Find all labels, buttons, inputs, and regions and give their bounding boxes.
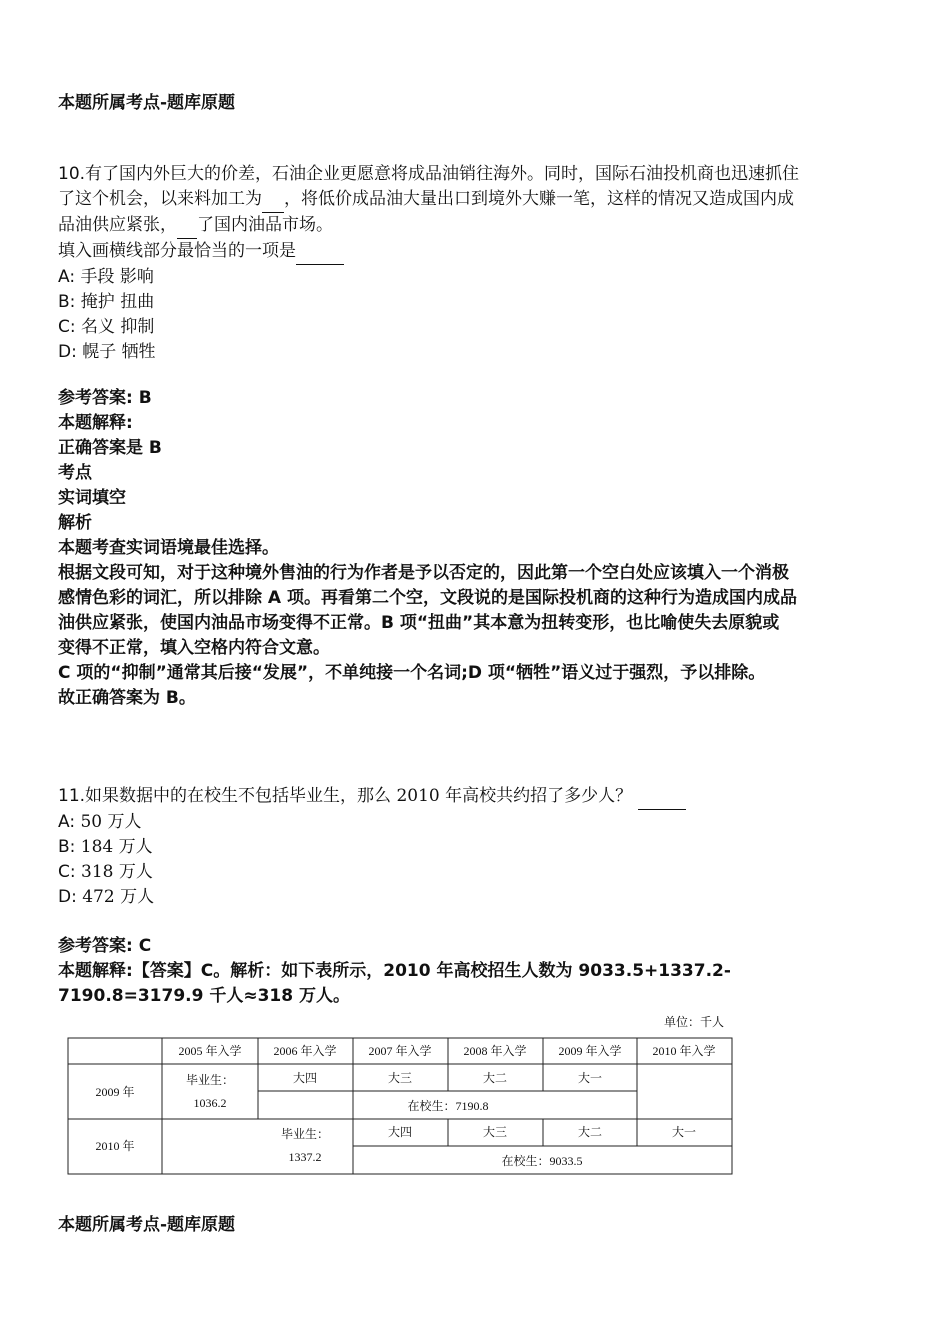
students-value: 在校生：7190.8: [407, 1099, 489, 1113]
option-letter: A:: [58, 267, 76, 287]
year-cell: 大二: [577, 1125, 603, 1139]
option-letter: B:: [58, 292, 76, 312]
graduates-value: 1036.2: [193, 1096, 227, 1110]
option-d: [58, 340, 898, 365]
explanation-line: 变得不正常，填入空格内符合文意。: [58, 638, 330, 658]
year-cell: 大一: [577, 1071, 603, 1085]
question-prompt: 填入画横线部分最恰当的一项是: [58, 241, 296, 261]
topic-label: 本题所属考点-题库原题: [58, 93, 236, 113]
question-11: [58, 784, 898, 910]
year-cell: 大三: [387, 1071, 413, 1085]
header-cell: 2009 年入学: [558, 1044, 622, 1058]
graduates-label: 毕业生：: [280, 1127, 330, 1141]
option-letter: A:: [58, 812, 76, 832]
answer-10: [58, 386, 898, 711]
option-text: 184 万人: [80, 837, 153, 857]
year-cell: 大一: [671, 1125, 697, 1139]
option-letter: D:: [58, 342, 77, 362]
row-label-2009: 2009 年: [95, 1085, 135, 1099]
explanation-line: 根据文段可知，对于这种境外售油的行为作者是予以否定的，因此第一个空白处应该填入一个消极: [58, 563, 789, 583]
explanation-line: 本题考查实词语境最佳选择。: [58, 538, 279, 558]
header-cell: 2006 年入学: [273, 1044, 337, 1058]
jiexi-label: 解析: [58, 513, 92, 533]
explanation-line: 故正确答案为 B。: [58, 688, 196, 708]
answer-11: [58, 934, 898, 1009]
explanation-line: 本题解释:【答案】C。解析：如下表所示，2010 年高校招生人数为 9033.5+1337.2-: [58, 961, 731, 981]
fill-blank: [262, 187, 284, 213]
question-number: 11.: [58, 786, 86, 806]
option-letter: B:: [58, 837, 76, 857]
explanation-line: 7190.8=3179.9 千人≈318 万人。: [58, 986, 351, 1006]
fill-blank: [177, 213, 197, 239]
kaodian-label: 考点: [58, 463, 92, 483]
answer-value: C: [138, 936, 152, 956]
option-b: [58, 290, 898, 315]
explanation-line: 油供应紧张，使国内油品市场变得不正常。B 项“扭曲”其本意为扭转变形，也比喻使失去原貌或: [58, 613, 780, 633]
option-text: 50 万人: [80, 812, 142, 832]
students-value: 在校生：9033.5: [501, 1154, 583, 1168]
option-text: 318 万人: [81, 862, 153, 882]
header-cell: 2008 年入学: [463, 1044, 527, 1058]
option-a: [58, 265, 898, 290]
option-a: [58, 810, 898, 835]
stem-line: 了这个机会，以来料加工为: [58, 189, 262, 209]
stem-line: 有了国内外巨大的价差，石油企业更愿意将成品油销往海外。同时，国际石油投机商也迅速抓住: [85, 164, 800, 184]
option-text: 手段 影响: [80, 267, 154, 287]
year-cell: 大二: [482, 1071, 508, 1085]
stem-line: ，将低价成品油大量出口到境外大赚一笔，这样的情况又造成国内成: [284, 189, 794, 209]
unit-label: 单位：千人: [663, 1015, 724, 1029]
option-text: 幌子 牺牲: [82, 342, 156, 362]
answer-value: B: [138, 388, 152, 408]
graduates-label: 毕业生：: [185, 1073, 235, 1087]
option-text: 名义 抑制: [81, 317, 155, 337]
header-cell: 2005 年入学: [178, 1044, 242, 1058]
year-cell: 大四: [387, 1125, 413, 1139]
stem-line: 品油供应紧张，: [58, 215, 177, 235]
option-letter: D:: [58, 887, 77, 907]
answer-label: 参考答案:: [58, 388, 133, 408]
header-cell: 2010 年入学: [652, 1044, 716, 1058]
stem-line: 如果数据中的在校生不包括毕业生，那么 2010 年高校共约招了多少人？: [85, 786, 633, 806]
correct-label: 正确答案是: [58, 438, 143, 458]
option-d: [58, 885, 898, 910]
explanation-line: C 项的“抑制”通常其后接“发展”，不单纯接一个名词;D 项“牺牲”语义过于强烈，予以排除。: [58, 663, 766, 683]
option-c: [58, 315, 898, 340]
option-text: 掩护 扭曲: [80, 292, 155, 312]
year-cell: 大四: [292, 1071, 318, 1085]
explanation-line: 感情色彩的词汇，所以排除 A 项。再看第二个空，文段说的是国际投机商的这种行为造成国内成品: [58, 588, 797, 608]
question-number: 10.: [58, 164, 86, 184]
enrollment-table: [66, 1012, 736, 1178]
correct-value: B: [148, 438, 162, 458]
option-letter: C:: [58, 862, 76, 882]
question-10: [58, 162, 898, 365]
option-b: [58, 835, 898, 860]
topic-label: 本题所属考点-题库原题: [58, 1215, 236, 1235]
answer-blank: [296, 239, 344, 265]
answer-label: 参考答案:: [58, 936, 133, 956]
row-label-2010: 2010 年: [95, 1139, 135, 1153]
year-cell: 大三: [482, 1125, 508, 1139]
question-stem: [58, 162, 898, 265]
option-letter: C:: [58, 317, 76, 337]
option-text: 472 万人: [82, 887, 155, 907]
option-c: [58, 860, 898, 885]
stem-line: 了国内油品市场。: [197, 215, 333, 235]
answer-blank: [638, 784, 686, 810]
enrollment-table-graphic: [66, 1012, 736, 1178]
header-cell: 2007 年入学: [368, 1044, 432, 1058]
kaodian-value: 实词填空: [58, 488, 126, 508]
explain-label: 本题解释:: [58, 413, 133, 433]
question-stem: [58, 784, 898, 810]
graduates-value: 1337.2: [288, 1150, 322, 1164]
